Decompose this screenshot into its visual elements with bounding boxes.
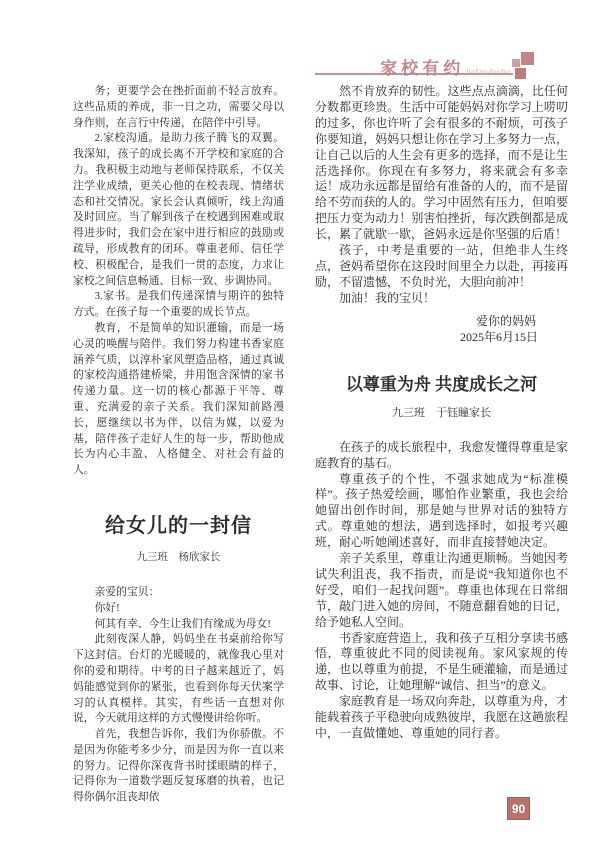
article-continuation-paragraph: 3.家书。是我们传递深情与期许的独特方式。在孩子每一个重要的成长节点。 — [73, 290, 284, 319]
brand-pixel-icon — [512, 52, 538, 82]
letter-paragraph: 你好! — [94, 601, 120, 614]
pixel-square-light — [512, 59, 520, 67]
brand-pinyin: JiaXiaoYouYue — [465, 68, 511, 76]
left-column — [73, 84, 284, 806]
page-header — [315, 54, 511, 79]
respect-article-title: 以尊重为舟 共度成长之河 — [345, 374, 538, 394]
article-continuation-paragraph: 教育，不是简单的知识灌输，而是一场心灵的唤醒与陪伴。我们努力构建书香家庭涵养气质，以淳朴家风塑造品格，通过真诚的家校沟通搭建桥梁，并用饱含深情的家书传递力量。这一切的核心都源于平等、尊重、充满爱的亲子关系。我们深知前路漫长，愿继续以书为伴，以信为媒，以爱为基，陪伴孩子走好人生的每一步，帮助他成长为内心丰盈、人格健全、对社会有益的人。 — [73, 321, 284, 477]
letter-paragraph: 然不肯放弃的韧性。这些点点滴滴，比任何分数都更珍贵。生活中可能妈妈对你学习上唠叨的过多，你也许听了会有很多的不耐烦，可孩子你要知道，妈妈只想让你在学习上多努力一点，让自己以后的人生会有更多的选择，而不是让生活选择你。你现在有多努力，将来就会有多幸运！成功永远都是留给有准备的人的，而不是留给不劳而获的人的。学习中固然有压力，但咱要把压力变为动力！别害怕挫折，每次跌倒都是成长，累了就歇一歇，爸妈永远是你坚强的后盾！ — [315, 84, 568, 242]
essay-paragraph: 亲子关系里，尊重让沟通更顺畅。当她因考试失利沮丧，我不指责，而是说“我知道你也不好受，咱们一起找问题”。尊重也体现在日常细节，敲门进入她的房间，不随意翻看她的日记，给予她私人空间。 — [315, 551, 568, 629]
brand-title: 家校有约 — [380, 59, 465, 78]
letter-paragraph: 此刻夜深人静，妈妈坐在书桌前给你写下这封信。台灯的光暖暖的，就像我心里对你的爱和期待。中考的日子越来越近了，妈妈能感觉到你的紧张，也看到你每天伏案学习的认真模样。其实，有些话一直想对你说，今天就用这样的方式慢慢讲给你听。 — [73, 633, 284, 725]
page-number-badge — [507, 797, 530, 820]
pixel-square-small — [515, 68, 526, 79]
letter-paragraph: 何其有幸、今生让我们有缘成为母女! — [94, 617, 271, 630]
letter-paragraph: 首先，我想告诉你，我们为你骄傲。不是因为你能考多少分，而是因为你一直以来的努力。记得你深夜背书时揉眼睛的样子，记得你为一道数学题反复琢磨的执着，也记得你偶尔沮丧却依 — [73, 728, 284, 804]
essay-paragraph: 在孩子的成长旅程中，我愈发懂得尊重是家庭教育的基石。 — [315, 439, 568, 470]
article-continuation-paragraph: 2.家校沟通。是助力孩子腾飞的双翼。我深知，孩子的成长离不开学校和家庭的合力。我积极主动地与老师保持联系，不仅关注学业成绩，更关心他的在校表现、情绪状态和社交情况。家长会认真倾听，线上沟通及时回应。当了解到孩子在校遇到困难或取得进步时，我们会在家中进行相应的鼓励或疏导，形成教育的闭环。尊重老师、信任学校、积极配合，是我们一贯的态度，力求让家校之间信息畅通、目标一致、步调协同。 — [73, 132, 284, 287]
letter-salutation: 亲爱的宝贝： — [94, 585, 160, 598]
letter-article-title: 给女儿的一封信 — [105, 514, 252, 537]
letter-paragraph: 加油！我的宝贝！ — [339, 290, 436, 305]
page-content — [73, 84, 568, 806]
respect-article-byline: 九三班 于钰瞳家长 — [392, 406, 491, 419]
letter-paragraph: 孩子，中考是重要的一站，但绝非人生终点，爸妈希望你在这段时间里全力以赴，再接再励，不留遗憾，不负时光，大胆向前冲！ — [315, 243, 568, 289]
essay-paragraph: 尊重孩子的个性，不强求她成为“标准模样”。孩子热爱绘画，哪怕作业繁重，我也会给她留出创作时间，那是她与世界对话的独特方式。尊重她的想法，遇到选择时，如报考兴趣班，耐心听她阐述喜好，而非直接替她决定。 — [315, 471, 568, 550]
right-column — [315, 84, 568, 806]
article-continuation-paragraph: 务；更要学会在挫折面前不轻言放弃。这些品质的养成，非一日之功，需要父母以身作则，在言行中传递，在陪伴中引导。 — [73, 85, 284, 129]
page-number: 90 — [511, 801, 526, 816]
pixel-square-large — [521, 52, 534, 65]
letter-signoff: 爱你的妈妈 — [475, 313, 536, 328]
essay-paragraph: 家庭教育是一场双向奔赴，以尊重为舟，才能载着孩子平稳驶向成熟彼岸，我愿在这趟旅程中，一直做懂她、尊重她的同行者。 — [315, 694, 568, 740]
letter-date: 2025年6月15日 — [459, 329, 538, 344]
essay-paragraph: 书香家庭营造上，我和孩子互相分享读书感悟，尊重彼此不同的阅读视角。家风家规的传递，也以尊重为前提，不是生硬灌输，而是通过故事、讨论，让她理解“诚信、担当”的意义。 — [315, 630, 568, 693]
letter-article-byline: 九三班 杨欣家长 — [136, 551, 221, 563]
